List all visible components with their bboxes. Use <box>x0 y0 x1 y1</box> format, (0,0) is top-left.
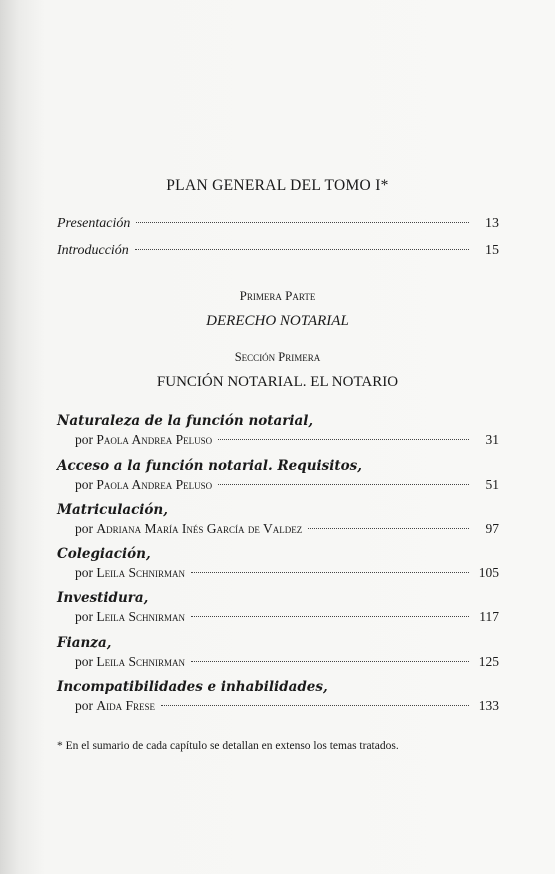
author-name: Aida Frese <box>96 698 156 713</box>
part-title: DERECHO NOTARIAL <box>206 313 349 329</box>
toc-page-number: 13 <box>485 216 499 231</box>
chapter-title: Incompatibilidades e inhabilidades, <box>57 679 328 695</box>
toc-item-presentacion[interactable] <box>57 216 499 232</box>
dot-leader <box>191 616 469 617</box>
author-name: Leila Schnirman <box>96 609 185 624</box>
toc-entry[interactable] <box>57 590 499 625</box>
toc-page-number: 133 <box>478 698 499 713</box>
section-heading: Sección Primera <box>234 350 321 364</box>
toc-entry[interactable] <box>57 458 499 493</box>
toc-label: Introducción <box>57 243 129 258</box>
toc-entry[interactable] <box>57 502 499 537</box>
chapter-title: Fianza, <box>57 635 112 651</box>
part-heading: Primera Parte <box>239 288 316 303</box>
dot-leader <box>191 572 469 573</box>
toc-entry[interactable] <box>57 679 499 714</box>
toc-page-number: 125 <box>478 654 499 669</box>
toc-page-number: 51 <box>485 477 499 492</box>
dot-leader <box>218 484 469 485</box>
by-word: por <box>75 432 93 447</box>
dot-leader <box>218 439 469 440</box>
by-word: por <box>75 698 93 713</box>
by-word: por <box>75 565 93 580</box>
toc-page-number: 15 <box>485 243 499 258</box>
toc-page-number: 117 <box>479 609 499 624</box>
chapter-title: Investidura, <box>57 590 149 606</box>
chapter-title: Acceso a la función notarial. Requisitos, <box>57 458 362 474</box>
dot-leader <box>191 661 469 662</box>
dot-leader <box>136 222 469 223</box>
chapter-title: Naturaleza de la función notarial, <box>57 413 314 429</box>
author-name: Leila Schnirman <box>96 565 185 580</box>
author-name: Paola Andrea Peluso <box>96 477 213 492</box>
dot-leader <box>135 249 469 250</box>
by-word: por <box>75 477 93 492</box>
page-title: PLAN GENERAL DEL TOMO I* <box>166 177 389 194</box>
author-name: Paola Andrea Peluso <box>96 432 213 447</box>
author-name: Leila Schnirman <box>96 654 185 669</box>
toc-page-number: 31 <box>485 432 499 447</box>
bleed-through-texture <box>55 30 495 93</box>
dot-leader <box>308 528 469 529</box>
by-word: por <box>75 654 93 669</box>
by-word: por <box>75 609 93 624</box>
dot-leader <box>161 705 469 706</box>
toc-entry[interactable] <box>57 413 499 448</box>
toc-entry[interactable] <box>57 635 499 670</box>
author-name: Adriana María Inés García de Valdez <box>96 521 303 536</box>
toc-page-number: 97 <box>485 521 499 536</box>
chapter-title: Colegiación, <box>57 546 151 562</box>
chapter-title: Matriculación, <box>57 502 168 518</box>
section-title: FUNCIÓN NOTARIAL. EL NOTARIO <box>156 374 399 390</box>
toc-label: Presentación <box>57 216 131 231</box>
footnote: * En el sumario de cada capítulo se detallan en extenso los temas tratados. <box>57 740 399 752</box>
toc-item-introduccion[interactable] <box>57 243 499 259</box>
toc-entry[interactable] <box>57 546 499 581</box>
by-word: por <box>75 521 93 536</box>
toc-page-number: 105 <box>478 565 499 580</box>
